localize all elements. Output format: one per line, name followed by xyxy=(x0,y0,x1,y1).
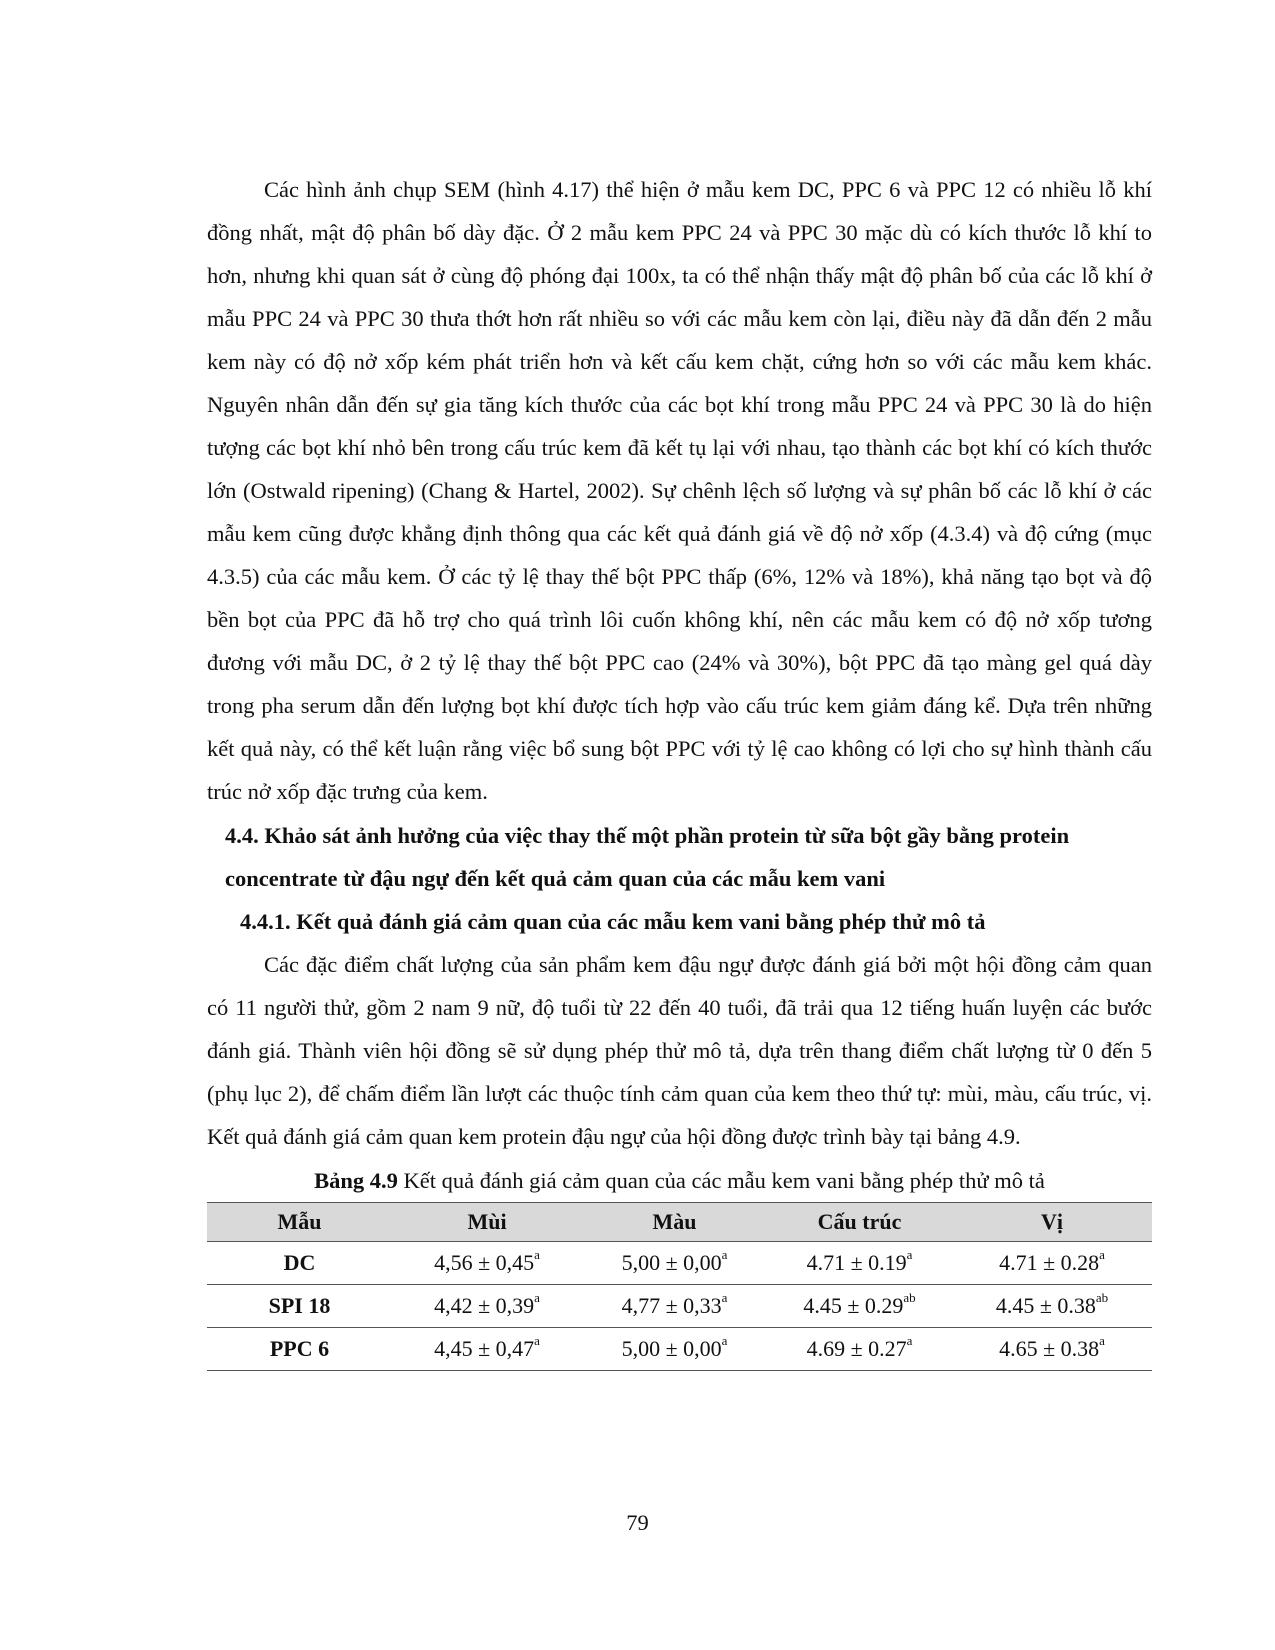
table-caption-text: Kết quả đánh giá cảm quan của các mẫu kem vani bằng phép thử mô tả xyxy=(397,1168,1045,1193)
texture-cell: 4.71 ± 0.19$^a$ xyxy=(767,1242,952,1285)
color-cell: 5,00 ± 0,00$^a$ xyxy=(582,1328,767,1371)
table-row xyxy=(207,1242,1152,1285)
taste-cell: 4.71 ± 0.28$^a$ xyxy=(952,1242,1152,1285)
sensory-results-table xyxy=(207,1202,1152,1371)
texture-cell: 4.69 ± 0.27$^a$ xyxy=(767,1328,952,1371)
texture-cell: 4.45 ± 0.29$^{ab}$ xyxy=(767,1285,952,1328)
body-paragraph-sensory: Các đặc điểm chất lượng của sản phẩm kem đậu ngự được đánh giá bởi một hội đồng cảm quan có 11 người thử, gồm 2 nam 9 nữ, độ tuổi từ 22 đến 40 tuổi, đã trải qua 12 tiếng huấn luyện các bước đánh giá. Thành viên hội đồng sẽ sử dụng phép thử mô tả, dựa trên thang điểm chất lượng từ 0 đến 5 (phụ lục 2), để chấm điểm lần lượt các thuộc tính cảm quan của kem theo thứ tự: mùi, màu, cấu trúc, vị. Kết quả đánh giá cảm quan kem protein đậu ngự của hội đồng được trình bày tại bảng 4.9. xyxy=(207,952,1152,1149)
header-color: Màu xyxy=(582,1203,767,1242)
body-paragraph-sem: Các hình ảnh chụp SEM (hình 4.17) thể hiện ở mẫu kem DC, PPC 6 và PPC 12 có nhiều lỗ khí đồng nhất, mật độ phân bố dày đặc. Ở 2 mẫu kem PPC 24 và PPC 30 mặc dù có kích thước lỗ khí to hơn, nhưng khi quan sát ở cùng độ phóng đại 100x, ta có thể nhận thấy mật độ phân bố của các lỗ khí ở mẫu PPC 24 và PPC 30 thưa thớt hơn rất nhiều so với các mẫu kem còn lại, điều này đã dẫn đến 2 mẫu kem này có độ nở xốp kém phát triển hơn và kết cấu kem chặt, cứng hơn so với các mẫu kem khác. Nguyên nhân dẫn đến sự gia tăng kích thước của các bọt khí trong mẫu PPC 24 và PPC 30 là do hiện tượng các bọt khí nhỏ bên trong cấu trúc kem đã kết tụ lại với nhau, tạo thành các bọt khí có kích thước lớn (Ostwald ripening) (Chang & Hartel, 2002). Sự chênh lệch số lượng và sự phân bố các lỗ khí ở các mẫu kem cũng được khẳng định thông qua các kết quả đánh giá về độ nở xốp (4.3.4) và độ cứng (mục 4.3.5) của các mẫu kem. Ở các tỷ lệ thay thế bột PPC thấp (6%, 12% và 18%), khả năng tạo bọt và độ bền bọt của PPC đã hỗ trợ cho quá trình lôi cuốn không khí, nên các mẫu kem có độ nở xốp tương đương với mẫu DC, ở 2 tỷ lệ thay thế bột PPC cao (24% và 30%), bột PPC đã tạo màng gel quá dày trong pha serum dẫn đến lượng bọt khí được tích hợp vào cấu trúc kem giảm đáng kể. Dựa trên những kết quả này, có thể kết luận rằng việc bổ sung bột PPC với tỷ lệ cao không có lợi cho sự hình thành cấu trúc nở xốp đặc trưng của kem. xyxy=(207,177,1152,804)
table-header-row xyxy=(207,1203,1152,1242)
header-sample: Mẫu xyxy=(207,1203,392,1242)
odor-cell: 4,56 ± 0,45$^a$ xyxy=(392,1242,582,1285)
odor-cell: 4,42 ± 0,39$^a$ xyxy=(392,1285,582,1328)
odor-cell: 4,45 ± 0,47$^a$ xyxy=(392,1328,582,1371)
taste-cell: 4.65 ± 0.38$^a$ xyxy=(952,1328,1152,1371)
taste-cell: 4.45 ± 0.38$^{ab}$ xyxy=(952,1285,1152,1328)
table-caption-label: Bảng 4.9 xyxy=(314,1168,398,1193)
sample-name: DC xyxy=(207,1242,392,1285)
color-cell: 5,00 ± 0,00$^a$ xyxy=(582,1242,767,1285)
page-content xyxy=(207,168,1152,1371)
header-texture: Cấu trúc xyxy=(767,1203,952,1242)
sample-name: PPC 6 xyxy=(207,1328,392,1371)
header-odor: Mùi xyxy=(392,1203,582,1242)
subsection-heading-4-4-1: 4.4.1. Kết quả đánh giá cảm quan của các mẫu kem vani bằng phép thử mô tả xyxy=(240,909,986,934)
color-cell: 4,77 ± 0,33$^a$ xyxy=(582,1285,767,1328)
page-number: 79 xyxy=(626,1510,649,1535)
table-caption xyxy=(207,1166,1152,1196)
table-row xyxy=(207,1328,1152,1371)
header-taste: Vị xyxy=(952,1203,1152,1242)
table-row xyxy=(207,1285,1152,1328)
section-heading-4-4: 4.4. Khảo sát ảnh hưởng của việc thay thế một phần protein từ sữa bột gầy bằng protein concentrate từ đậu ngự đến kết quả cảm quan của các mẫu kem vani xyxy=(225,823,1070,891)
sample-name: SPI 18 xyxy=(207,1285,392,1328)
